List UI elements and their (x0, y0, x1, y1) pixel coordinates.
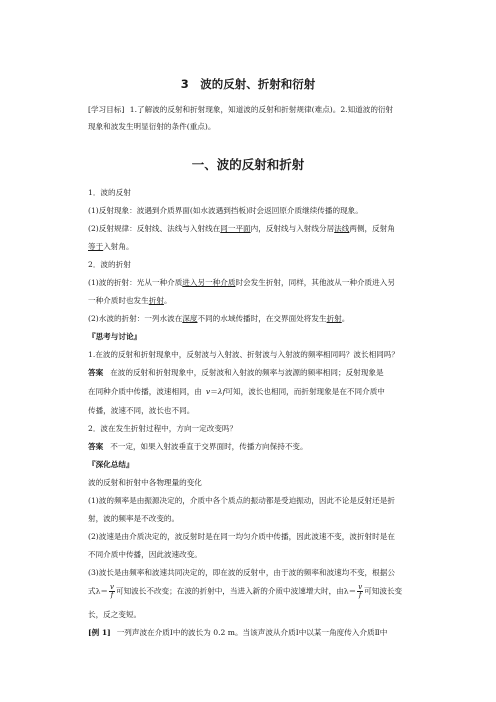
answer-1-line-3: 传播，波速不同，波长也不同。 (88, 406, 195, 415)
example-1 (88, 629, 412, 637)
summary-speed-line-2: 不同介质中传播，因此波速改变。 (88, 550, 202, 559)
blank-answer: 折射 (326, 314, 342, 323)
reflection-law-line-2 (88, 243, 412, 251)
formula-equals: ＝ (210, 387, 218, 396)
text-run: 式λ＝ (88, 586, 109, 596)
text-run: 内，反射线与入射线分居 (250, 224, 335, 233)
lesson-title: 3 波的反射、折射和衍射 (180, 77, 316, 91)
text-run: 。 (163, 296, 172, 305)
example-label: [例 1] (88, 628, 111, 637)
deep-summary-label: 『深化总结』 (88, 460, 134, 469)
answer-label: 答案 (88, 368, 104, 377)
text-run: 一列声波在介质Ⅰ中的波长为 0.2 m。当该声波从介质Ⅰ中以某一角度传入介质Ⅱ中 (116, 628, 388, 637)
refraction-water-wave (88, 315, 412, 323)
fraction-denominator: f (110, 591, 114, 599)
text-run: 不一定，如果入射波垂直于交界面时，传播方向保持不变。 (110, 442, 308, 451)
reflection-phenomenon: (1)反射现象：波遇到介质界面(如水波遇到挡板)时会返回原介质继续传播的现象。 (88, 206, 363, 215)
reflection-law-line-1 (88, 225, 412, 233)
text-run: 。 (341, 314, 350, 323)
blank-answer: 法线 (334, 224, 350, 233)
summary-wavelength-line-2 (88, 584, 412, 599)
text-run: (1)波的折射：光从一种介质 (88, 278, 183, 287)
learning-goals-line-1 (88, 106, 412, 114)
summary-wavelength-line-3: 长，反之变短。 (88, 610, 142, 619)
summary-speed-line-1: (2)波速是由介质决定的，波反射时是在同一均匀介质中传播，因此波速不变，波折射时是在 (88, 532, 395, 541)
text-run: (2)水波的折射：一列水波在 (88, 314, 183, 323)
formula-v: v (205, 387, 211, 396)
think-discuss-label: 『思考与讨论』 (88, 332, 142, 341)
summary-intro: 波的反射和折射中各物理量的变化 (88, 478, 202, 487)
fraction-v-over-f (109, 584, 115, 599)
formula-lambda-f: λf (217, 387, 226, 396)
learning-goals-text-1: 1.了解波的反射和折射现象，知道波的反射和折射规律(难点)。2.知道波的衍射 (129, 105, 394, 114)
question-1: 1.在波的反射和折射现象中，反射波与入射波、折射波与入射波的频率相同吗？波长相同吗？ (88, 350, 399, 359)
question-2: 2．波在发生折射过程中，方向一定改变吗？ (88, 424, 238, 433)
reflection-heading: 1．波的反射 (88, 188, 131, 197)
text-run: 在同种介质中传播，波速相同，由 (88, 387, 202, 396)
fraction-numerator: v (110, 583, 114, 591)
refraction-heading: 2．波的折射 (88, 260, 131, 269)
text-run: 时会发生折射，同样，其他波从一种介质进入另 (235, 278, 395, 287)
summary-frequency-line-2: 射，波的频率是不改变的。 (88, 514, 180, 523)
text-run: (2)反射规律：反射线、法线与入射线在 (88, 224, 221, 233)
fraction-denominator: f (358, 591, 362, 599)
summary-frequency-line-1: (1)波的频率是由振源决定的，介质中各个质点的振动都是受迫振动，因此不论是反射还是折 (88, 496, 395, 505)
section-title: 一、波的反射和折射 (191, 157, 305, 172)
text-run: 在波的反射和折射现象中，反射波和入射波的频率与波源的频率相同；反射现象是 (110, 368, 384, 377)
text-run: 不同的水域传播时，在交界面处将发生 (197, 314, 327, 323)
refraction-line-1 (88, 279, 412, 287)
text-run: 可知，波长也相同，而折射现象是在不同介质中 (225, 387, 385, 396)
text-run: 两侧，反射角 (349, 224, 395, 233)
blank-answer: 折射 (148, 296, 164, 305)
answer-1-line-2 (88, 388, 412, 396)
text-run: 一种介质时也发生 (88, 296, 149, 305)
answer-1-line-1 (88, 369, 412, 377)
answer-2 (88, 443, 412, 451)
summary-wavelength-line-1: (3)波长是由频率和波速共同决定的，即在波的反射中，由于波的频率和波速均不变，根据公 (88, 568, 395, 577)
blank-answer: 进入另一种介质 (182, 278, 236, 287)
text-run: 入射角。 (103, 242, 134, 251)
answer-label: 答案 (88, 442, 104, 451)
text-run: 可知波长不改变；在波的折射中，当进入新的介质中波速增大时，由λ＝ (115, 586, 357, 596)
blank-answer: 等于 (88, 242, 104, 251)
fraction-v-over-f (357, 584, 363, 599)
blank-answer: 同一平面 (220, 224, 251, 233)
blank-answer: 深度 (182, 314, 198, 323)
learning-goals-line-2: 现象和波发生明显衍射的条件(重点)。 (88, 122, 216, 131)
learning-goals-label: [学习目标] (88, 105, 125, 114)
text-run: 可知波长变 (364, 586, 403, 596)
fraction-numerator: v (358, 583, 363, 591)
refraction-line-2 (88, 297, 412, 305)
